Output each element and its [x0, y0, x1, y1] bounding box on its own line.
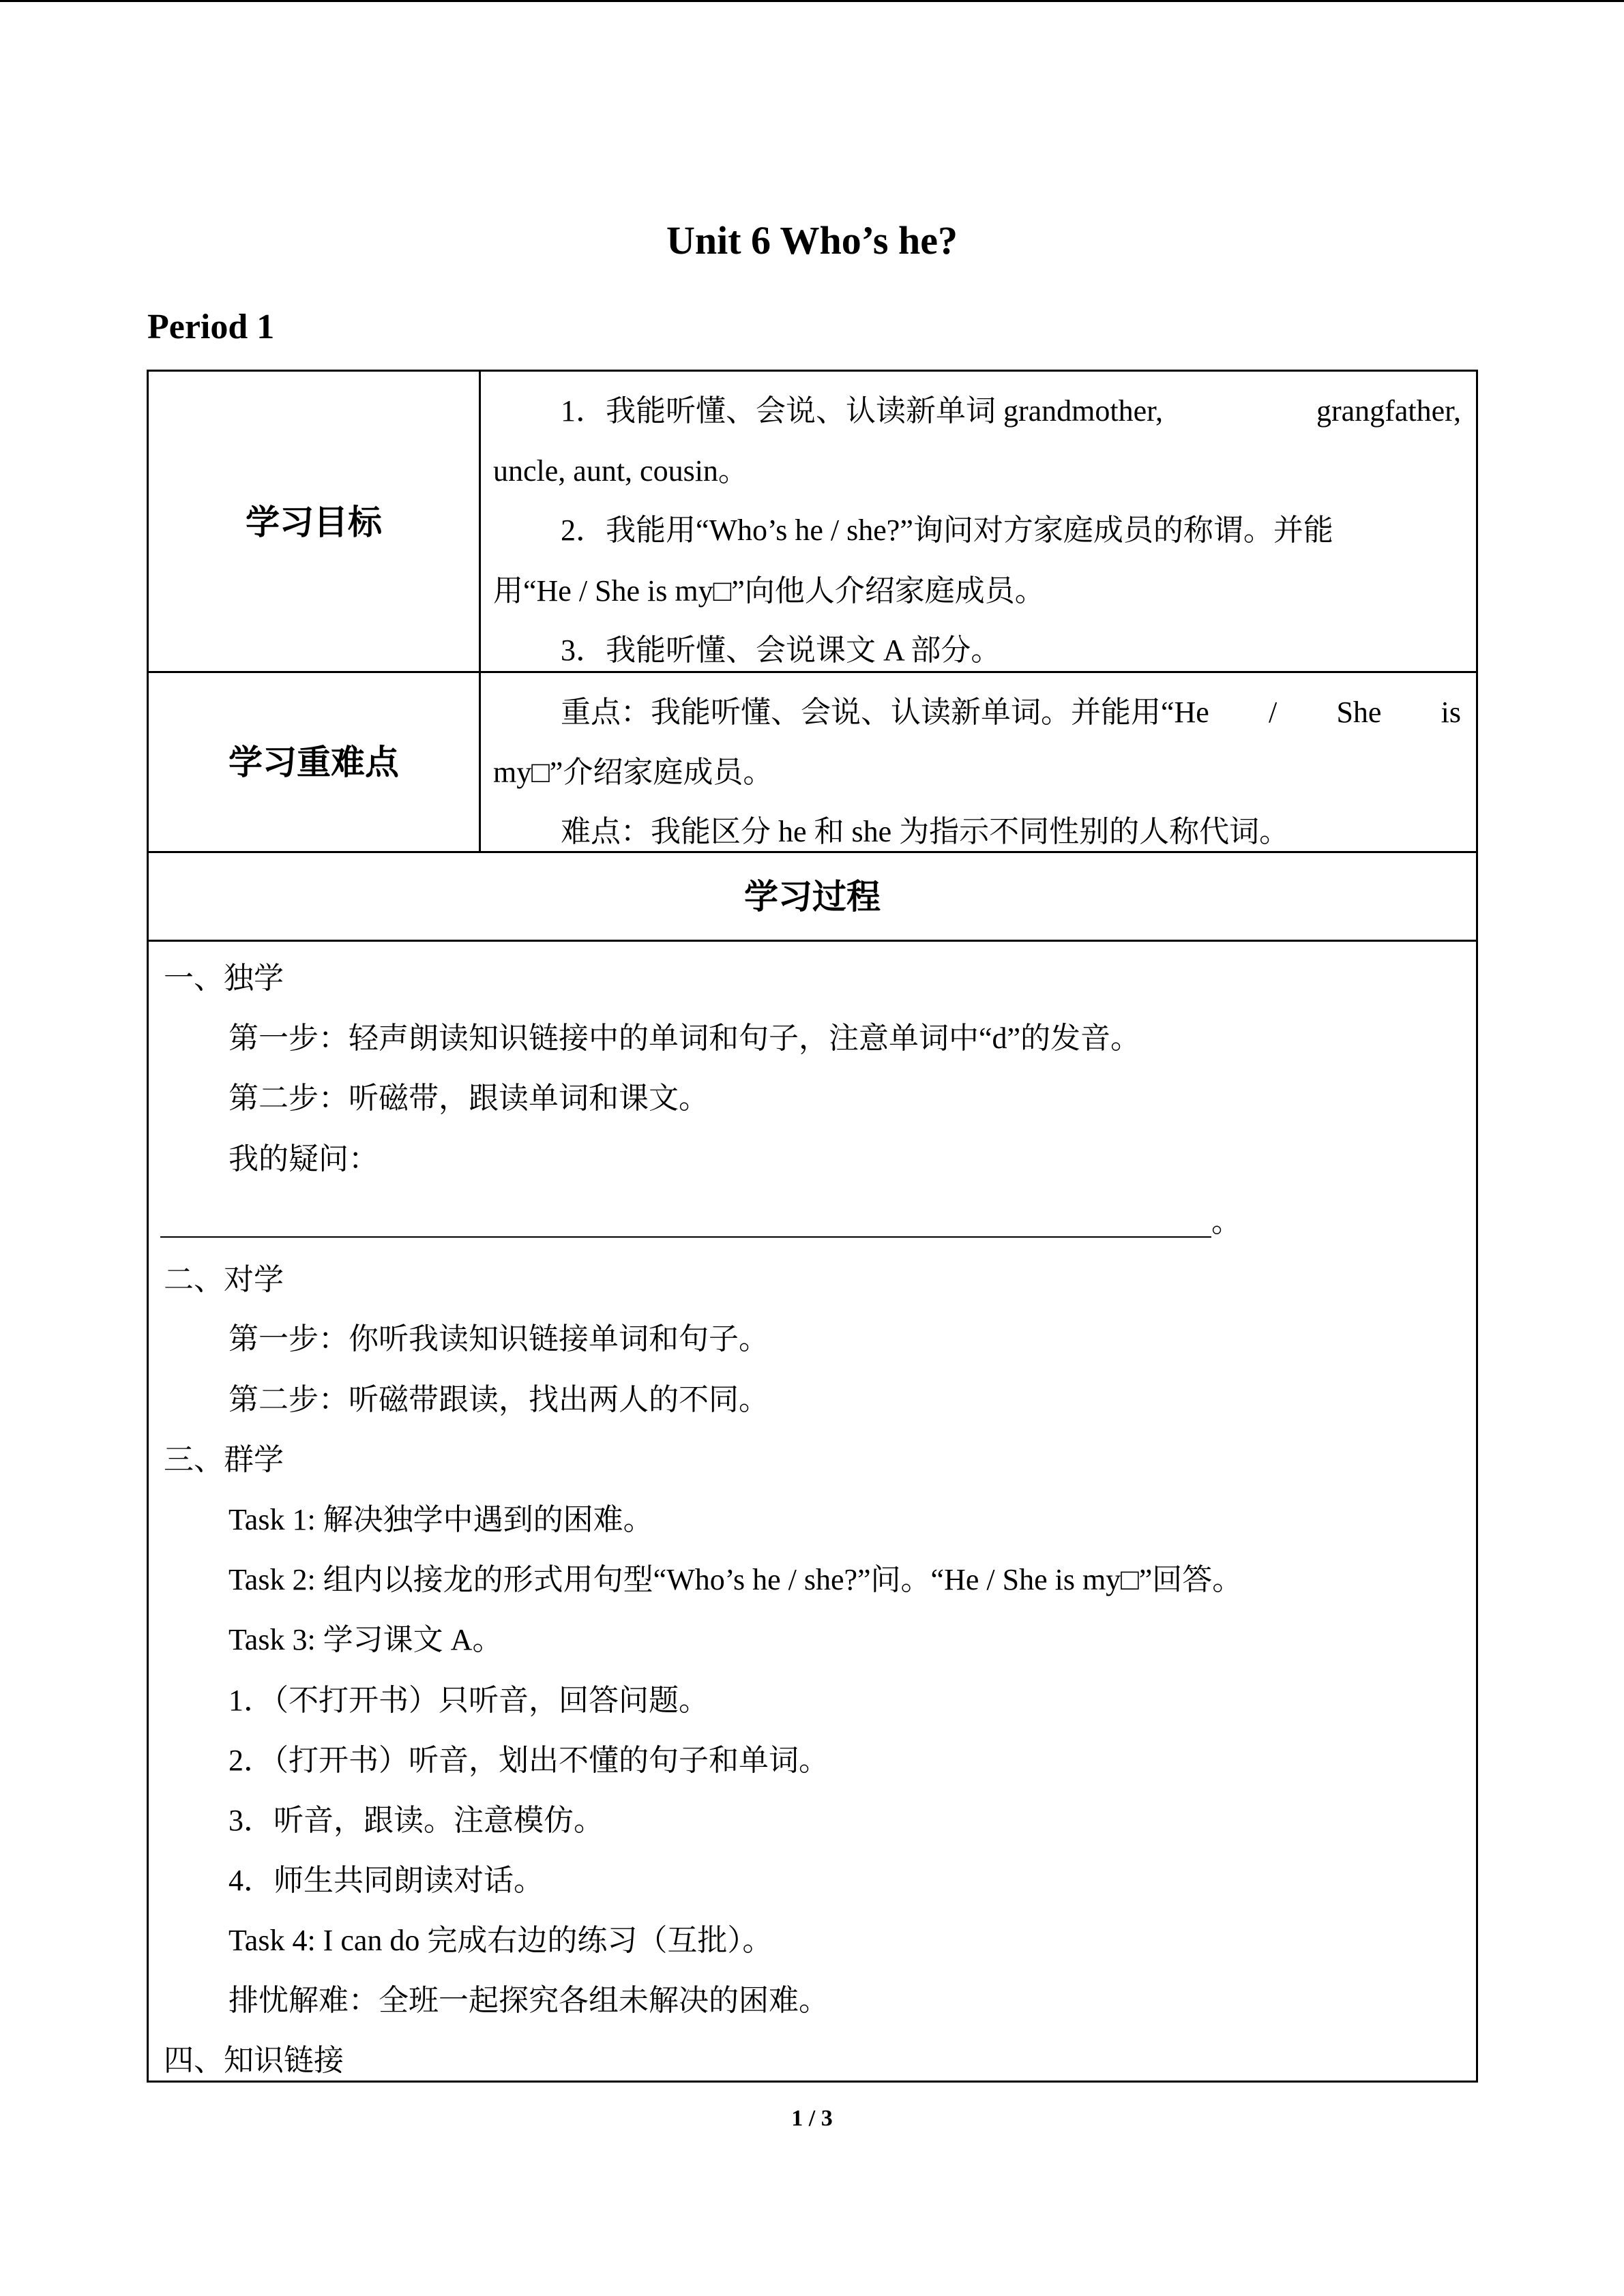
section-2-step-1: 第一步：你听我读知识链接单词和句子。: [228, 1322, 769, 1356]
page-top-rule: [0, 0, 1624, 2]
keypoints-word-1: 重点：我能听懂、会说、认读新单词。并能用“He: [561, 696, 1209, 729]
goals-label: 学习目标: [246, 503, 382, 542]
section-4-title: 四、知识链接: [164, 2044, 344, 2077]
section-1-step-2: 第二步：听磁带，跟读单词和课文。: [228, 1082, 709, 1115]
section-2-step-2: 第二步：听磁带跟读，找出两人的不同。: [228, 1383, 769, 1416]
section-3-title: 三、群学: [164, 1443, 284, 1476]
task-3-step-1: 1．（不打开书）只听音，回答问题。: [228, 1684, 709, 1717]
section-1-title: 一、独学: [164, 961, 284, 995]
goals-line-1-end: grangfather,: [1316, 394, 1461, 428]
task-1: Task 1: 解决独学中遇到的困难。: [228, 1503, 653, 1536]
section-1-question: 我的疑问：: [228, 1142, 379, 1176]
question-line-end: 。: [1211, 1205, 1241, 1238]
task-3-step-4: 4．师生共同朗读对话。: [228, 1864, 544, 1897]
resolve-difficulties: 排忧解难：全班一起探究各组未解决的困难。: [228, 1984, 829, 2017]
task-2: Task 2: 组内以接龙的形式用句型“Who’s he / she?”问。“He / She is my□”回答。: [228, 1563, 1243, 1596]
section-2-title: 二、对学: [164, 1263, 284, 1296]
keypoints-word-3: She: [1336, 696, 1382, 729]
task-3-step-2: 2．（打开书）听音，划出不懂的句子和单词。: [228, 1744, 829, 1777]
task-4: Task 4: I can do 完成右边的练习（互批）。: [228, 1924, 773, 1957]
process-header: 学习过程: [744, 877, 881, 916]
keypoints-line-1: [561, 692, 1461, 733]
keypoints-line-3: 难点：我能区分 he 和 she 为指示不同性别的人称代词。: [561, 815, 1290, 848]
period-heading: Period 1: [147, 308, 275, 346]
keypoints-label: 学习重难点: [228, 743, 399, 782]
goals-line-1-start: 1．我能听懂、会说、认读新单词 grandmother,: [561, 394, 1164, 428]
column-divider: [479, 370, 481, 853]
section-1-step-1: 第一步：轻声朗读知识链接中的单词和句子，注意单词中“d”的发音。: [228, 1022, 1141, 1055]
question-answer-line: [160, 1236, 1211, 1238]
goals-line-4: 用“He / She is my□”向他人介绍家庭成员。: [493, 574, 1045, 608]
row-divider-goals: [147, 671, 1478, 673]
goals-line-5: 3．我能听懂、会说课文 A 部分。: [561, 633, 1001, 667]
goals-line-3: 2．我能用“Who’s he / she?”询问对方家庭成员的称谓。并能: [561, 513, 1333, 547]
task-3: Task 3: 学习课文 A。: [228, 1623, 503, 1656]
task-3-step-3: 3．听音，跟读。注意模仿。: [228, 1804, 604, 1837]
goals-line-2: uncle, aunt, cousin。: [493, 454, 748, 488]
document-title: Unit 6 Who’s he?: [666, 218, 958, 263]
keypoints-word-2: /: [1269, 696, 1278, 729]
keypoints-line-2: my□”介绍家庭成员。: [493, 756, 773, 789]
keypoints-word-4: is: [1441, 696, 1461, 729]
row-divider-process-header: [147, 940, 1478, 942]
page-number: 1 / 3: [791, 2106, 833, 2131]
goals-line-1: [561, 391, 1461, 432]
